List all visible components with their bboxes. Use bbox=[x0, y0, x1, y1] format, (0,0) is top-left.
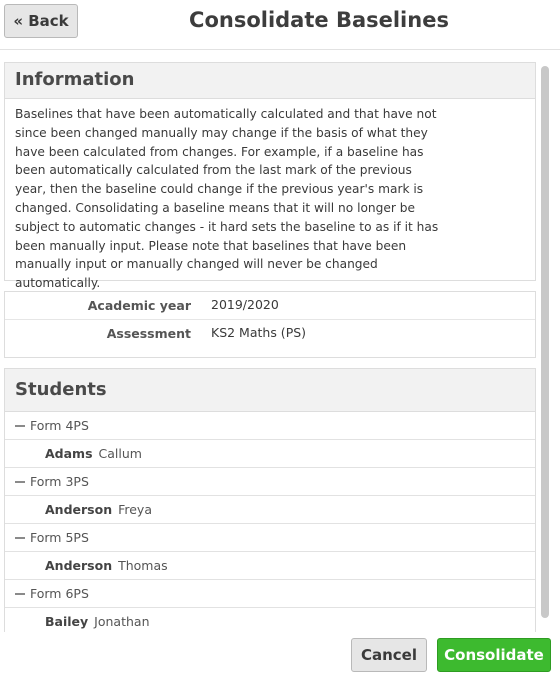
information-panel bbox=[4, 62, 536, 291]
student-row bbox=[5, 608, 535, 632]
surname-text: Adams bbox=[45, 446, 93, 461]
student-forename: Callum bbox=[98, 446, 142, 461]
form-label: Form 5PS bbox=[30, 530, 89, 545]
detail-row-assessment bbox=[5, 320, 535, 348]
student-surname bbox=[45, 446, 142, 461]
student-row bbox=[5, 440, 535, 468]
back-button[interactable]: « Back bbox=[4, 4, 78, 38]
detail-row-academic-year bbox=[5, 292, 535, 320]
page-title: Consolidate Baselines bbox=[189, 8, 449, 32]
student-surname bbox=[45, 558, 168, 573]
collapse-dash-icon[interactable] bbox=[15, 537, 25, 539]
collapse-dash-icon[interactable] bbox=[15, 481, 25, 483]
students-panel bbox=[4, 368, 536, 632]
student-forename: Freya bbox=[118, 502, 152, 517]
academic-year-label: Academic year bbox=[87, 298, 191, 313]
form-label: Form 4PS bbox=[30, 418, 89, 433]
vertical-scrollbar[interactable] bbox=[539, 62, 551, 632]
students-heading: Students bbox=[5, 369, 535, 412]
assessment-value: KS2 Maths (PS) bbox=[211, 325, 307, 340]
collapse-dash-icon[interactable] bbox=[15, 425, 25, 427]
form-group-row[interactable] bbox=[5, 412, 535, 440]
details-panel bbox=[4, 291, 536, 358]
scrollbar-thumb[interactable] bbox=[541, 66, 549, 618]
student-surname bbox=[45, 614, 150, 629]
cancel-button[interactable]: Cancel bbox=[351, 638, 427, 672]
form-label: Form 3PS bbox=[30, 474, 89, 489]
form-group-row[interactable] bbox=[5, 580, 535, 608]
header-bar bbox=[0, 0, 560, 50]
consolidate-button[interactable]: Consolidate bbox=[437, 638, 551, 672]
student-row bbox=[5, 552, 535, 580]
surname-text: Anderson bbox=[45, 558, 113, 573]
academic-year-value: 2019/2020 bbox=[211, 297, 279, 312]
scroll-content[interactable] bbox=[0, 62, 540, 632]
student-forename: Thomas bbox=[118, 558, 168, 573]
student-surname bbox=[45, 502, 152, 517]
assessment-label: Assessment bbox=[106, 326, 191, 341]
surname-text: Anderson bbox=[45, 502, 113, 517]
information-text: Baselines that have been automatically calculated and that have not since been changed manually may change if the basis of what they have been calculated from changes. For example, if a baseline has been automatically calculated from the last mark of the previous year, then the baseline could change if the previous year's mark is changed. Consolidating a baseline means that it will no longer be subject to automatic changes - it hard sets the baseline to as if it has been manually input. Please note that baselines that have been manually input or manually changed will never be changed automatically. bbox=[15, 107, 439, 291]
student-row bbox=[5, 496, 535, 524]
form-group-row[interactable] bbox=[5, 468, 535, 496]
surname-text: Bailey bbox=[45, 614, 89, 629]
form-group-row[interactable] bbox=[5, 524, 535, 552]
collapse-dash-icon[interactable] bbox=[15, 593, 25, 595]
form-label: Form 6PS bbox=[30, 586, 89, 601]
student-forename: Jonathan bbox=[94, 614, 150, 629]
information-heading: Information bbox=[5, 63, 535, 99]
